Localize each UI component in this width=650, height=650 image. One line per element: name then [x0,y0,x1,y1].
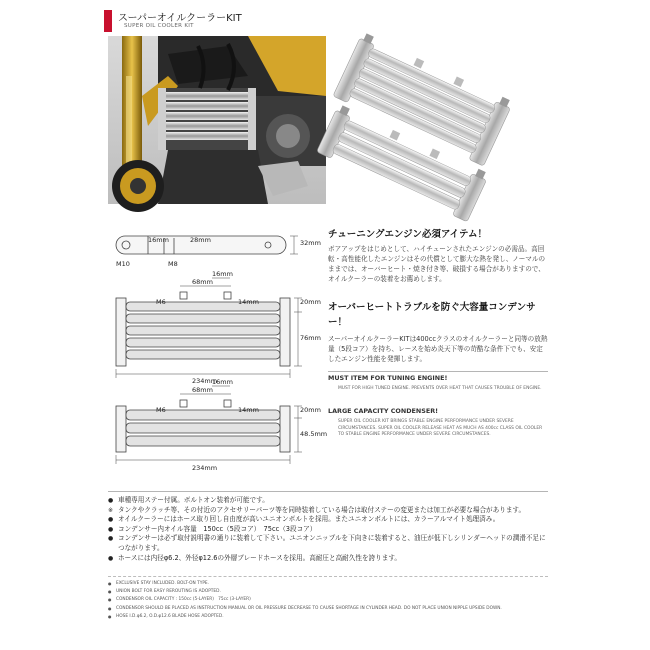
dim-top-68mm: 68mm [192,278,213,286]
motorcycle-installed-photo [108,36,326,204]
english-note-item: ● EXCLUSIVE STAY INCLUDED. BOLT-ON TYPE. [108,581,210,586]
dimension-drawings [108,228,328,478]
section-tuning-heading: チューニングエンジン必須アイテム！ [328,229,488,240]
dim-bottom-m6: M6 [156,406,166,414]
dim-stay-28mm: 28mm [190,236,211,244]
dimension-drawing-svg [108,228,328,478]
divider-line [328,371,548,372]
dim-stay-32mm: 32mm [300,239,321,247]
english-note-item: ● UNION BOLT FOR EASY REROUTING IS ADOPTED. [108,589,221,595]
note-item: ● ホースには内径φ6.2、外径φ12.6の外層ブレードホースを採用。高耐圧と高耐久性を誇ります。 [108,553,401,562]
dim-stay-16mm: 16mm [148,236,169,244]
oil-cooler-illustration [330,36,544,204]
note-item: ※ タンクやクラッチ等、その付近のアクセサリーパーツ等を同時装着している場合は取付ステーの変更または加工が必要な場合があります。 [108,505,526,514]
english-section-1 [328,374,548,393]
dim-bottom-68mm: 68mm [192,386,213,394]
motorcycle-photo-illustration [108,36,326,204]
section-condenser [328,300,548,364]
page-subtitle: SUPER OIL COOLER KIT [124,23,194,29]
section-tuning-body: ボアアップをはじめとして、ハイチューンされたエンジンの必需品。高回転・高性能化したエンジンはその代償として膨大な熱を発し、ノーマルのままでは、オーバーヒート・焼き付き等、破損する場合がありますので、オイルクーラーの装着をお薦めします。 [328,245,546,283]
dim-top-m6: M6 [156,298,166,306]
dim-bottom-16mm: 16mm [212,378,233,386]
section-condenser-heading: オーバーヒートトラブルを防ぐ大容量コンデンサー！ [328,302,536,328]
dim-bottom-20mm: 20mm [300,406,321,414]
dim-top-234mm: 234mm [192,377,218,385]
notes-divider-dotted [108,576,548,577]
english-note-item: ● CONDENSOR OIL CAPACITY : 150cc (5-LAYER) 75cc (3-LAYER) [108,597,251,603]
dim-top-16mm: 16mm [212,270,233,278]
dim-stay-m8: M8 [168,260,178,268]
section-tuning [328,226,548,284]
note-item: ● コンデンサー内オイル容量 150cc（5段コア） 75cc（3段コア） [108,524,317,533]
dim-top-20mm: 20mm [300,298,321,306]
notes-list [108,496,548,563]
dim-top-14mm: 14mm [238,298,259,306]
english-section-2 [328,407,548,439]
dim-bottom-234mm: 234mm [192,464,218,472]
english-body-1: MUST FOR HIGH TUNED ENGINE. PREVENTS OVER HEAT THAT CAUSES TROUBLE OF ENGINE. [338,386,542,391]
dim-top-76mm: 76mm [300,334,321,342]
oil-cooler-product-photo [330,36,544,204]
header-accent-bar [104,10,112,32]
note-item: ● 車種専用ステー付属。ボルトオン装着が可能です。 [108,496,269,504]
english-heading-2: LARGE CAPACITY CONDENSER! [328,407,439,415]
dim-bottom-48-5mm: 48.5mm [300,430,328,438]
note-item: ● オイルクーラーにはホース取り回し自由度が高いユニオンボルトを採用。またユニオンボルトには、カラーアルマイト処理済み。 [108,515,500,524]
dim-stay-m10: M10 [116,260,130,268]
dim-bottom-14mm: 14mm [238,406,259,414]
page-title: スーパーオイルクーラーKIT [118,13,242,24]
english-note-item: ● CONDENSOR SHOULD BE PLACED AS INSTRUCTION MANUAL OR OIL PRESSURE DECREASE TO CAUSE SHORTAGE IN CYLINDER HEAD. DO NOT PLACE UNION NIPPLE UPSIDE DOWN. [108,605,502,611]
english-body-2: SUPER OIL COOLER KIT BRINGS STABLE ENGINE PERFORMANCE UNDER SEVERE CIRCUMSTANCES. SUPER OIL COOLER RELEASE HEAT AS MUCH AS 400cc CLASS OIL COOLER TO STABLE ENGINE PERFORMANCE UNDER SEVERE CIRCUMSTANCES. [338,419,543,438]
notes-divider-top [108,491,548,492]
english-heading-1: MUST ITEM FOR TUNING ENGINE! [328,374,448,382]
section-condenser-body: スーパーオイルクーラーKITは400ccクラスのオイルクーラーと同等の放熱量（5段コア）を持ち、レースを始め炎天下等の苛酷な条件下でも、安定したエンジン性能を発揮します。 [328,335,548,363]
note-item: ● コンデンサーは必ず取付説明書の通りに装着して下さい。ユニオンニップルを下向きに装着すると、油圧が低下しシリンダーヘッドの潤滑不足につながります。 [108,534,546,552]
english-notes-list [108,580,548,621]
english-note-item: ● HOSE I.D.φ6.2, O.D.φ12.6 BLADE HOSE ADOPTED. [108,613,224,619]
